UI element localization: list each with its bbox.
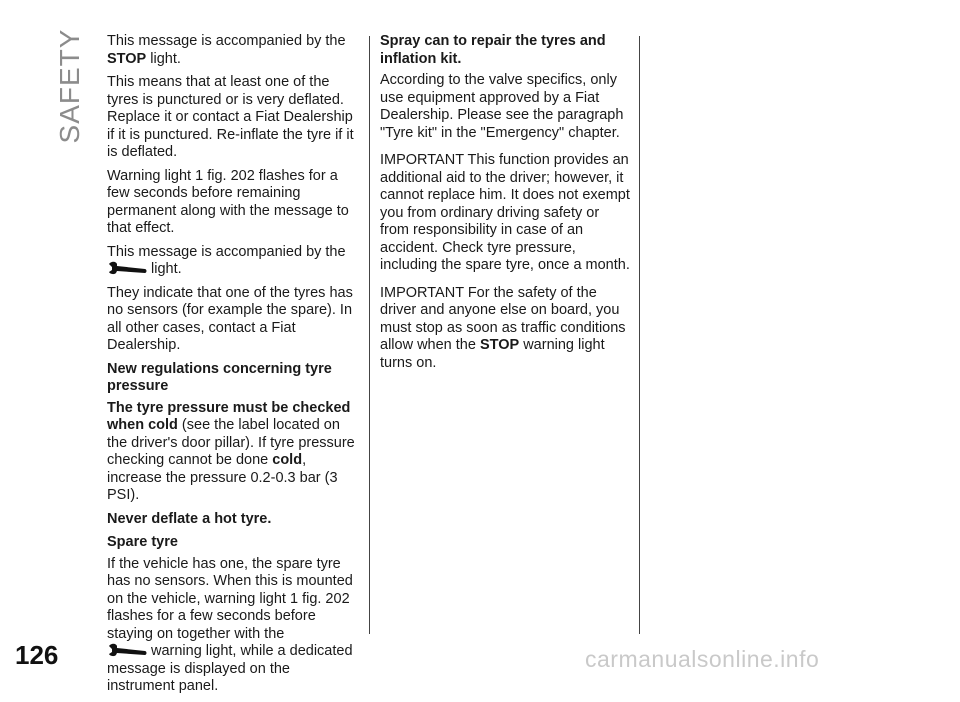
right-column xyxy=(380,33,630,378)
watermark: carmanualsonline.info xyxy=(585,646,820,672)
paragraph-warning-light: Warning light 1 fig. 202 flashes for a few seconds before remaining permanent along with the message to that effect. xyxy=(107,167,349,236)
heading-regulations: New regulations concerning tyre pressure xyxy=(107,360,332,394)
paragraph-spare-tyre: If the vehicle has one, the spare tyre has no sensors. When this is mounted on the vehicle, warning light 1 fig. 202 flashes for a few seconds before staying on together with the warning light, while a dedicated message is displayed on the instrument panel. xyxy=(107,555,353,694)
section-tab-label: SAFETY xyxy=(54,28,85,144)
wrench-icon xyxy=(107,643,147,657)
paragraph-never-deflate: Never deflate a hot tyre. xyxy=(107,510,272,527)
left-column xyxy=(107,33,361,702)
paragraph-important-aid: IMPORTANT This function provides an additional aid to the driver; however, it cannot replace him. It does not exempt you from ordinary driving safety or from responsibility in case of an accident. Check tyre pressure, including the spare tyre, once a month. xyxy=(380,152,630,273)
section-tab xyxy=(54,28,85,144)
stop-label: STOP xyxy=(107,50,147,67)
paragraph-wrench-message: This message is accompanied by the light. xyxy=(107,243,346,277)
heading-spray-can: Spray can to repair the tyres and inflation kit. xyxy=(380,33,606,67)
paragraph-stop-message: This message is accompanied by the STOP light. xyxy=(107,33,346,67)
paragraph-check-cold: The tyre pressure must be checked when cold (see the label located on the driver's door pillar). If tyre pressure checking cannot be done cold, increase the pressure 0.2-0.3 bar (3 PSI). xyxy=(107,399,355,503)
paragraph-valve-specifics: According to the valve specifics, only use equipment approved by a Fiat Dealership. Please see the paragraph "Tyre kit" in the "Emergency" chapter. xyxy=(380,72,624,141)
paragraph-no-sensors: They indicate that one of the tyres has no sensors (for example the spare). In all other cases, contact a Fiat Dealership. xyxy=(107,284,353,353)
page-number: 126 xyxy=(15,640,59,670)
column-divider-left xyxy=(369,36,370,634)
heading-spare-tyre: Spare tyre xyxy=(107,534,178,550)
stop-label: STOP xyxy=(479,337,520,353)
wrench-icon xyxy=(107,261,147,275)
column-divider-right xyxy=(639,36,640,634)
paragraph-important-safety: IMPORTANT For the safety of the driver and anyone else on board, you must stop as soon as traffic conditions allow when the STOP warning light turns on. xyxy=(380,284,626,371)
paragraph-punctured: This means that at least one of the tyres is punctured or is very deflated. Replace it or contact a Fiat Dealership if it is punctured. Re-inflate the tyre if it is deflated. xyxy=(107,74,354,160)
